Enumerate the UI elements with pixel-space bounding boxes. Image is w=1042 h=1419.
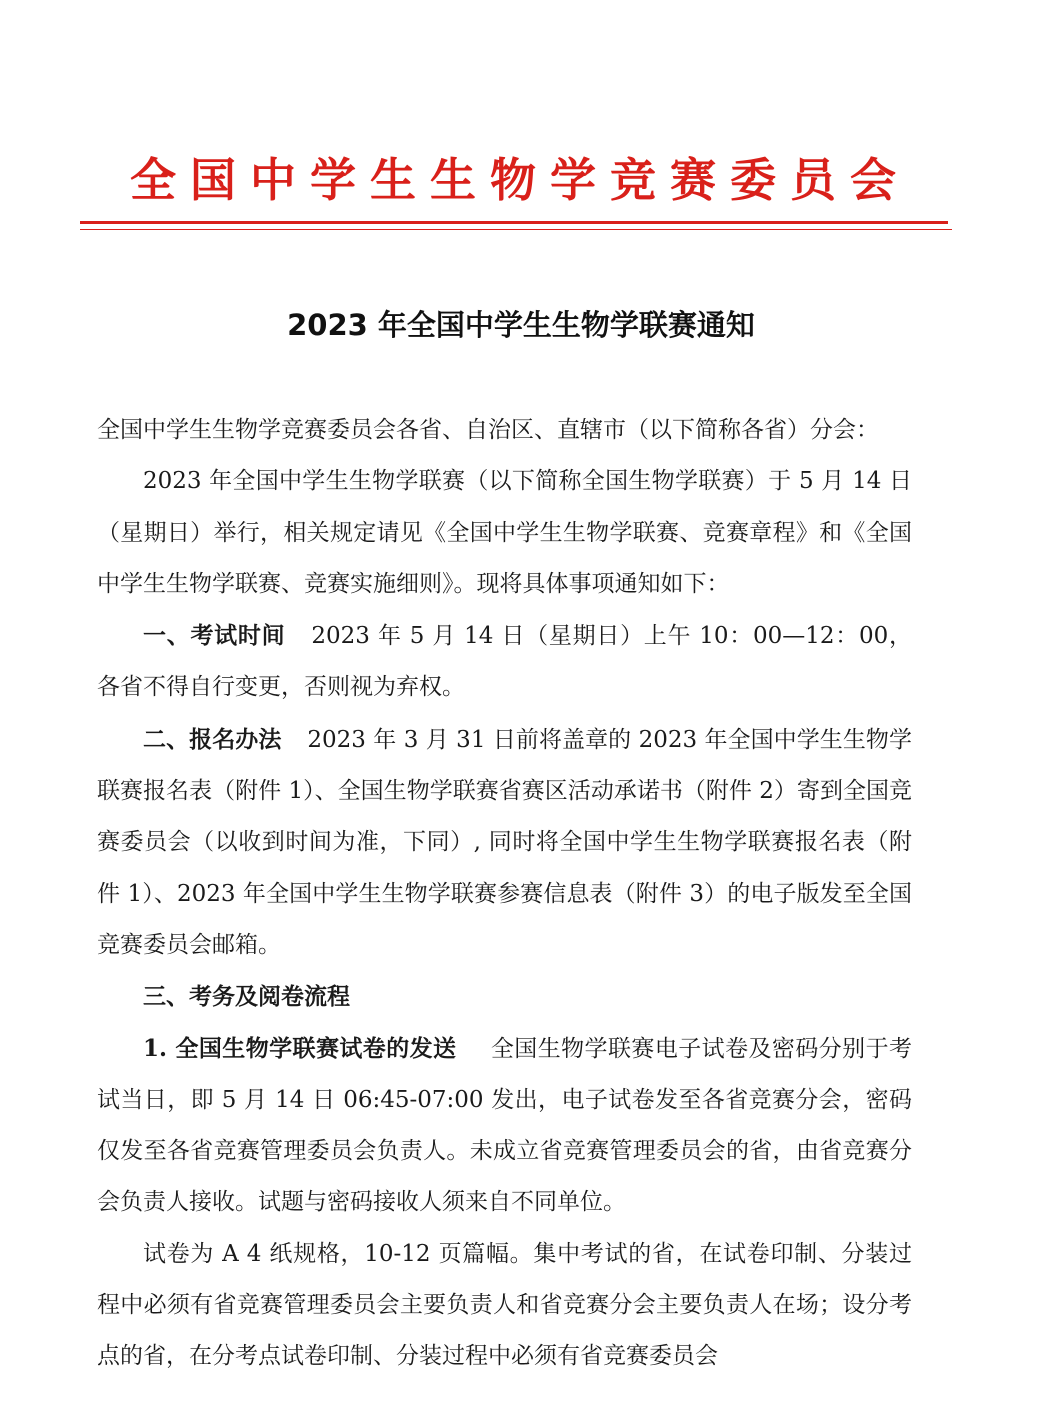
item-paper-delivery bbox=[97, 1023, 912, 1229]
paper-format-paragraph: 试卷为 A 4 纸规格，10-12 页篇幅。集中考试的省，在试卷印制、分装过程中必须有省竞赛管理委员会主要负责人和省竞赛分会主要负责人在场；设分考点的省，在分考点试卷印制、分装过程中必须有省竞赛委员会 bbox=[97, 1240, 912, 1370]
letterhead-rule-thin bbox=[80, 229, 952, 230]
section-registration-heading: 二、报名办法 bbox=[143, 725, 282, 753]
letterhead-org-name: 全国中学生生物学竞赛委员会 bbox=[130, 153, 910, 207]
letterhead-rule-thick bbox=[80, 221, 948, 224]
item-paper-delivery-text: 全国生物学联赛电子试卷及密码分别于考试当日，即 5 月 14 日 06:45-07:00 发出，电子试卷发至各省竞赛分会，密码仅发至各省竞赛管理委员会负责人。未成立省竞赛管理委员会的省，由省竞赛分会负责人接收。试题与密码接收人须来自不同单位。 bbox=[97, 1035, 912, 1216]
intro-paragraph: 2023 年全国中学生生物学联赛（以下简称全国生物学联赛）于 5 月 14 日（星期日）举行，相关规定请见《全国中学生生物学联赛、竞赛章程》和《全国中学生生物学联赛、竞赛实施细则》。现将具体事项通知如下： bbox=[97, 468, 912, 597]
section-registration-text: 2023 年 3 月 31 日前将盖章的 2023 年全国中学生生物学联赛报名表（附件 1）、全国生物学联赛省赛区活动承诺书（附件 2）寄到全国竞赛委员会（以收到时间为准，下同）, 同时将全国中学生生物学联赛报名表（附件 1）、2023 年全国中学生生物学联赛参赛信息表（附件 3）的电子版发至全国竞赛委员会邮箱。 bbox=[97, 726, 912, 958]
document-body bbox=[97, 405, 912, 1383]
section-exam-time bbox=[97, 610, 912, 714]
section-exam-time-text: 2023 年 5 月 14 日（星期日）上午 10：00—12：00，各省不得自行变更，否则视为弃权。 bbox=[97, 623, 913, 701]
document-title: 2023 年全国中学生生物学联赛通知 bbox=[287, 308, 755, 342]
section-exam-time-heading: 一、考试时间 bbox=[143, 622, 286, 650]
section-registration bbox=[97, 714, 912, 971]
item-paper-delivery-heading: 1. 全国生物学联赛试卷的发送 bbox=[143, 1034, 457, 1062]
section-exam-process-heading: 三、考务及阅卷流程 bbox=[143, 983, 350, 1011]
salutation-paragraph: 全国中学生生物学竞赛委员会各省、自治区、直辖市（以下简称各省）分会： bbox=[97, 417, 879, 443]
